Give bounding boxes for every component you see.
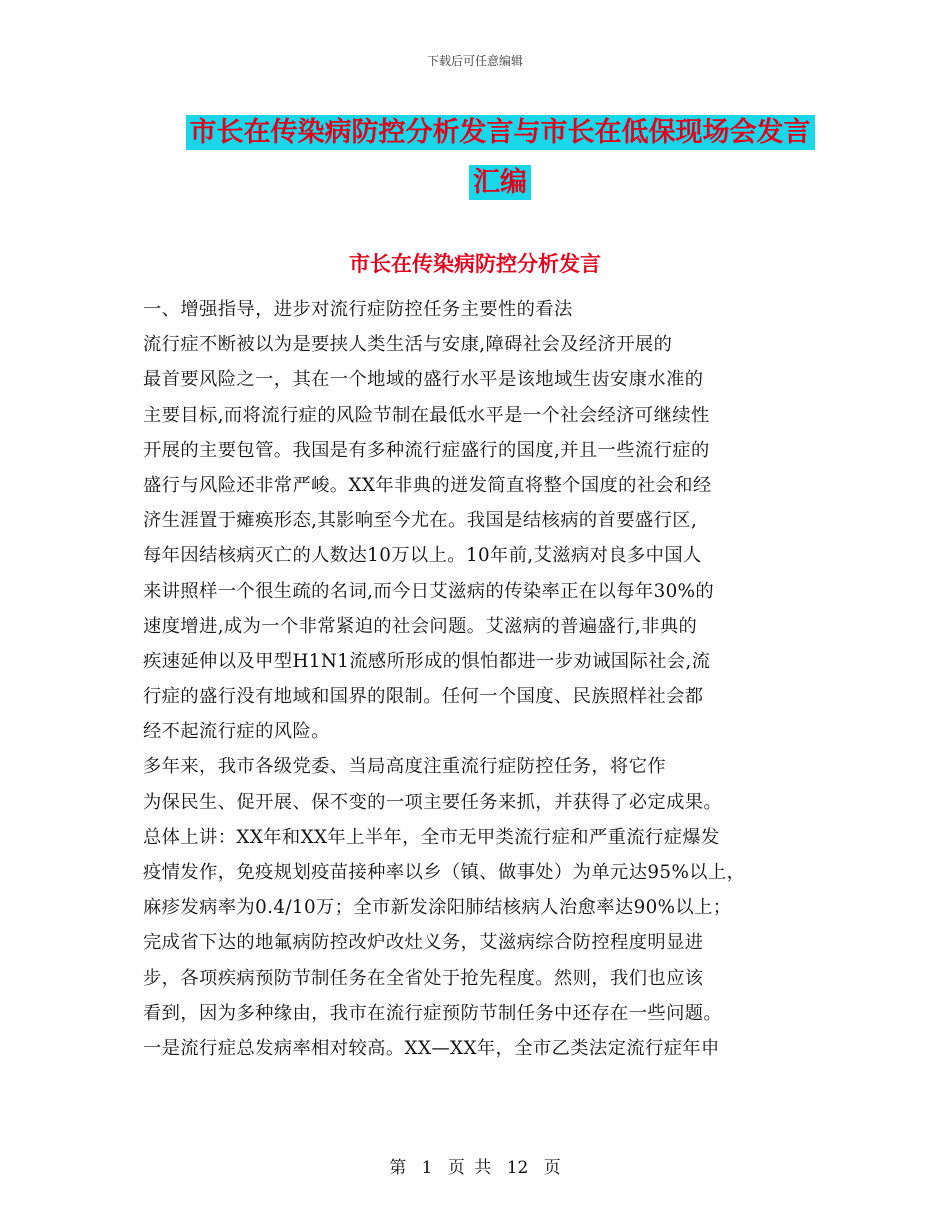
paragraph-line: 每年因结核病灭亡的人数达10万以上。10年前,艾滋病对良多中国人 [143,545,702,567]
paragraph-line: 济生涯置于瘫痪形态,其影响至今尤在。我国是结核病的首要盛行区, [143,510,698,532]
footer-suffix: 页 [543,1158,561,1178]
page-total: 12 [506,1158,529,1178]
paragraph-line: 速度增进,成为一个非常紧迫的社会问题。艾滋病的普遍盛行,非典的 [143,615,698,637]
paragraph-line: 一是流行症总发病率相对较高。XX—XX年，全市乙类法定流行症年申 [143,1037,720,1059]
document-title [140,108,860,208]
body-text [143,292,815,1066]
paragraph-line: 主要目标,而将流行症的风险节制在最低水平是一个社会经济可继续性 [143,404,710,426]
page-number: 1 [421,1158,433,1178]
title-line-1: 市长在传染病防控分析发言与市长在低保现场会发言 [186,115,815,150]
page-footer [0,1153,950,1178]
paragraph-line: 行症的盛行没有地域和国界的限制。任何一个国度、民族照样社会都 [143,686,704,708]
title-line-2: 汇编 [469,165,531,200]
paragraph-line: 为保民生、促开展、保不变的一项主要任务来抓，并获得了必定成果。 [143,791,723,813]
paragraph-line: 开展的主要包管。我国是有多种流行症盛行的国度,并且一些流行症的 [143,439,710,461]
paragraph-line: 最首要风险之一，其在一个地域的盛行水平是该地域生齿安康水准的 [143,369,704,391]
paragraph-line: 完成省下达的地氟病防控改炉改灶义务，艾滋病综合防控程度明显进 [143,932,704,954]
paragraph-line: 盛行与风险还非常严峻。XX年非典的迸发简直将整个国度的社会和经 [143,474,712,496]
paragraph-line: 疾速延伸以及甲型H1N1流感所形成的惧怕都进一步劝诫国际社会,流 [143,650,711,672]
paragraph-line: 麻疹发病率为0.4/10万；全市新发涂阳肺结核病人治愈率达90%以上； [143,897,732,919]
footer-prefix: 第 [389,1158,407,1178]
paragraph-line: 来讲照样一个很生疏的名词,而今日艾滋病的传染率正在以每年30%的 [143,580,715,602]
page-header: 下载后可任意编辑 [426,54,523,68]
paragraph-line: 步，各项疾病预防节制任务在全省处于抢先程度。然则，我们也应该 [143,967,704,989]
section-title: 市长在传染病防控分析发言 [349,252,601,276]
footer-middle: 页 共 [447,1158,492,1178]
paragraph-line: 看到，因为多种缘由，我市在流行症预防节制任务中还存在一些问题。 [143,1002,723,1024]
paragraph-line: 多年来，我市各级党委、当局高度注重流行症防控任务，将它作 [143,756,667,778]
paragraph-line: 流行症不断被以为是要挟人类生活与安康,障碍社会及经济开展的 [143,334,673,356]
paragraph-line: 总体上讲：XX年和XX年上半年，全市无甲类流行症和严重流行症爆发 [143,826,720,848]
paragraph-line: 疫情发作，免疫规划疫苗接种率以乡（镇、做事处）为单元达95%以上， [143,862,746,883]
paragraph-line: 经不起流行症的风险。 [143,721,330,743]
paragraph-line: 一、增强指导，进步对流行症防控任务主要性的看法 [143,299,573,320]
